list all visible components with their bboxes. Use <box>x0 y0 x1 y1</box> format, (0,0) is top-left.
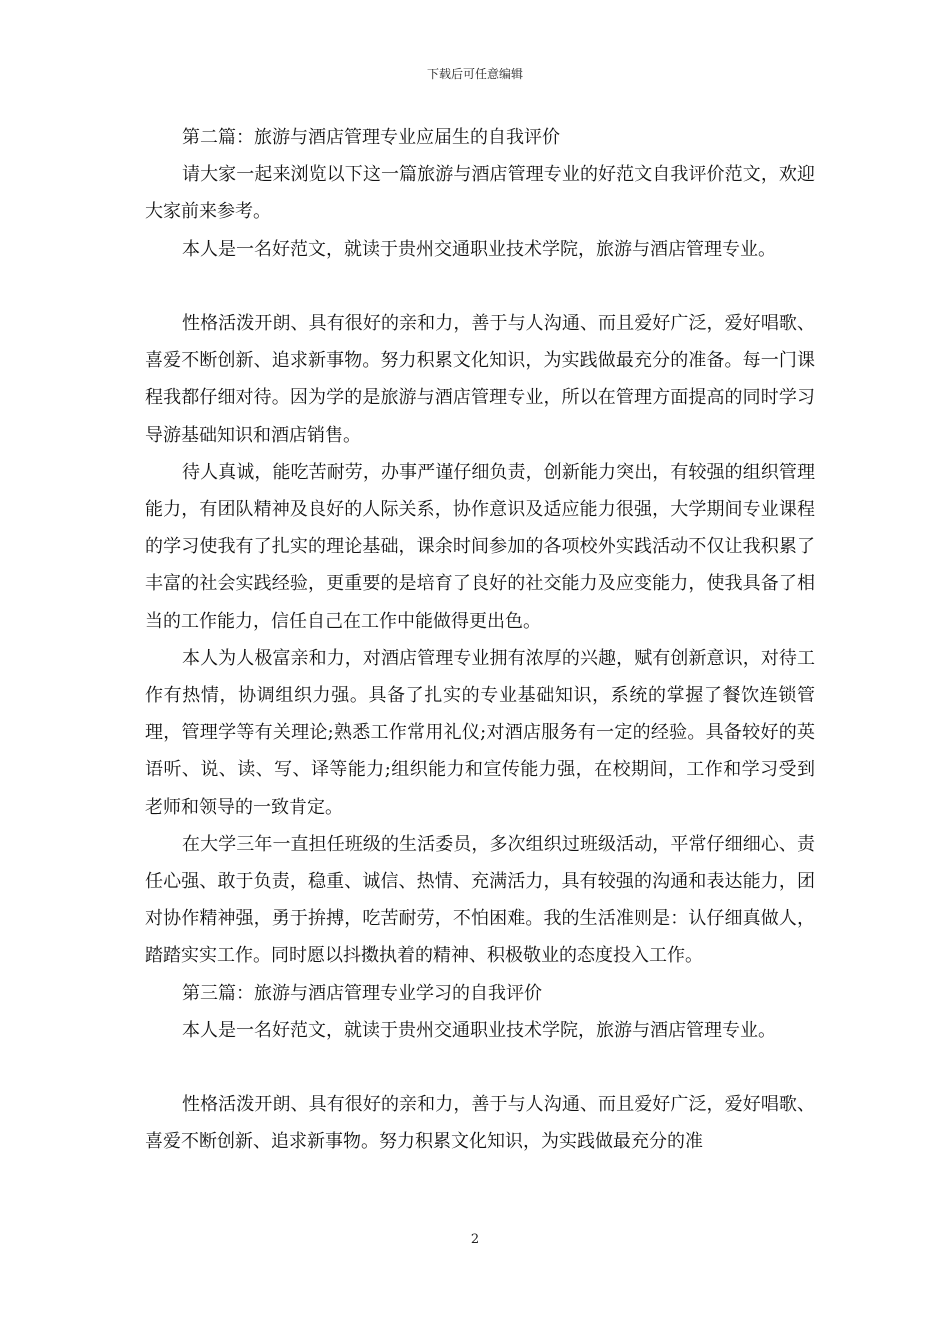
body-paragraph: 本人是一名好范文，就读于贵州交通职业技术学院，旅游与酒店管理专业。 <box>182 1019 776 1041</box>
body-paragraph: 待人真诚，能吃苦耐劳，办事严谨仔细负责，创新能力突出，有较强的组织管理能力，有团队精神及良好的人际关系，协作意识及适应能力很强，大学期间专业课程的学习使我有了扎实的理论基础，课余时间参加的各项校外实践活动不仅让我积累了丰富的社会实践经验，更重要的是培育了良好的社交能力及应变能力，使我具备了相当的工作能力，信任自己在工作中能做得更出色。 <box>145 461 815 632</box>
body-paragraph: 性格活泼开朗、具有很好的亲和力，善于与人沟通、而且爱好广泛，爱好唱歌、喜爱不断创新、追求新事物。努力积累文化知识，为实践做最充分的准备。每一门课程我都仔细对待。因为学的是旅游与酒店管理专业，所以在管理方面提高的同时学习导游基础知识和酒店销售。 <box>145 313 815 446</box>
body-paragraph: 在大学三年一直担任班级的生活委员，多次组织过班级活动，平常仔细细心、责任心强、敢于负责，稳重、诚信、热情、充满活力，具有较强的沟通和表达能力，团对协作精神强，勇于拚搏，吃苦耐劳，不怕困难。我的生活准则是：认仔细真做人，踏踏实实工作。同时愿以抖擞执着的精神、积极敬业的态度投入工作。 <box>145 833 815 967</box>
section-heading: 第三篇：旅游与酒店管理专业学习的自我评价 <box>182 982 542 1004</box>
body-paragraph: 本人为人极富亲和力，对酒店管理专业拥有浓厚的兴趣，赋有创新意识，对待工作有热情，协调组织力强。具备了扎实的专业基础知识，系统的掌握了餐饮连锁管理，管理学等有关理论;熟悉工作常用礼仪;对酒店服务有一定的经验。具备较好的英语听、说、读、写、译等能力;组织能力和宣传能力强，在校期间，工作和学习受到老师和领导的一致肯定。 <box>145 647 815 818</box>
section-heading: 第二篇：旅游与酒店管理专业应届生的自我评价 <box>182 127 560 148</box>
document-body <box>145 119 815 1161</box>
page-header: 下载后可任意编辑 <box>426 67 523 81</box>
page-number: 2 <box>470 1232 480 1247</box>
body-paragraph: 本人是一名好范文，就读于贵州交通职业技术学院，旅游与酒店管理专业。 <box>182 238 776 260</box>
body-paragraph: 性格活泼开朗、具有很好的亲和力，善于与人沟通、而且爱好广泛，爱好唱歌、喜爱不断创新、追求新事物。努力积累文化知识，为实践做最充分的准 <box>145 1094 815 1153</box>
body-paragraph: 请大家一起来浏览以下这一篇旅游与酒店管理专业的好范文自我评价范文，欢迎大家前来参考。 <box>145 164 815 223</box>
paragraph-spacer <box>145 268 815 305</box>
paragraph-spacer <box>145 1049 815 1086</box>
